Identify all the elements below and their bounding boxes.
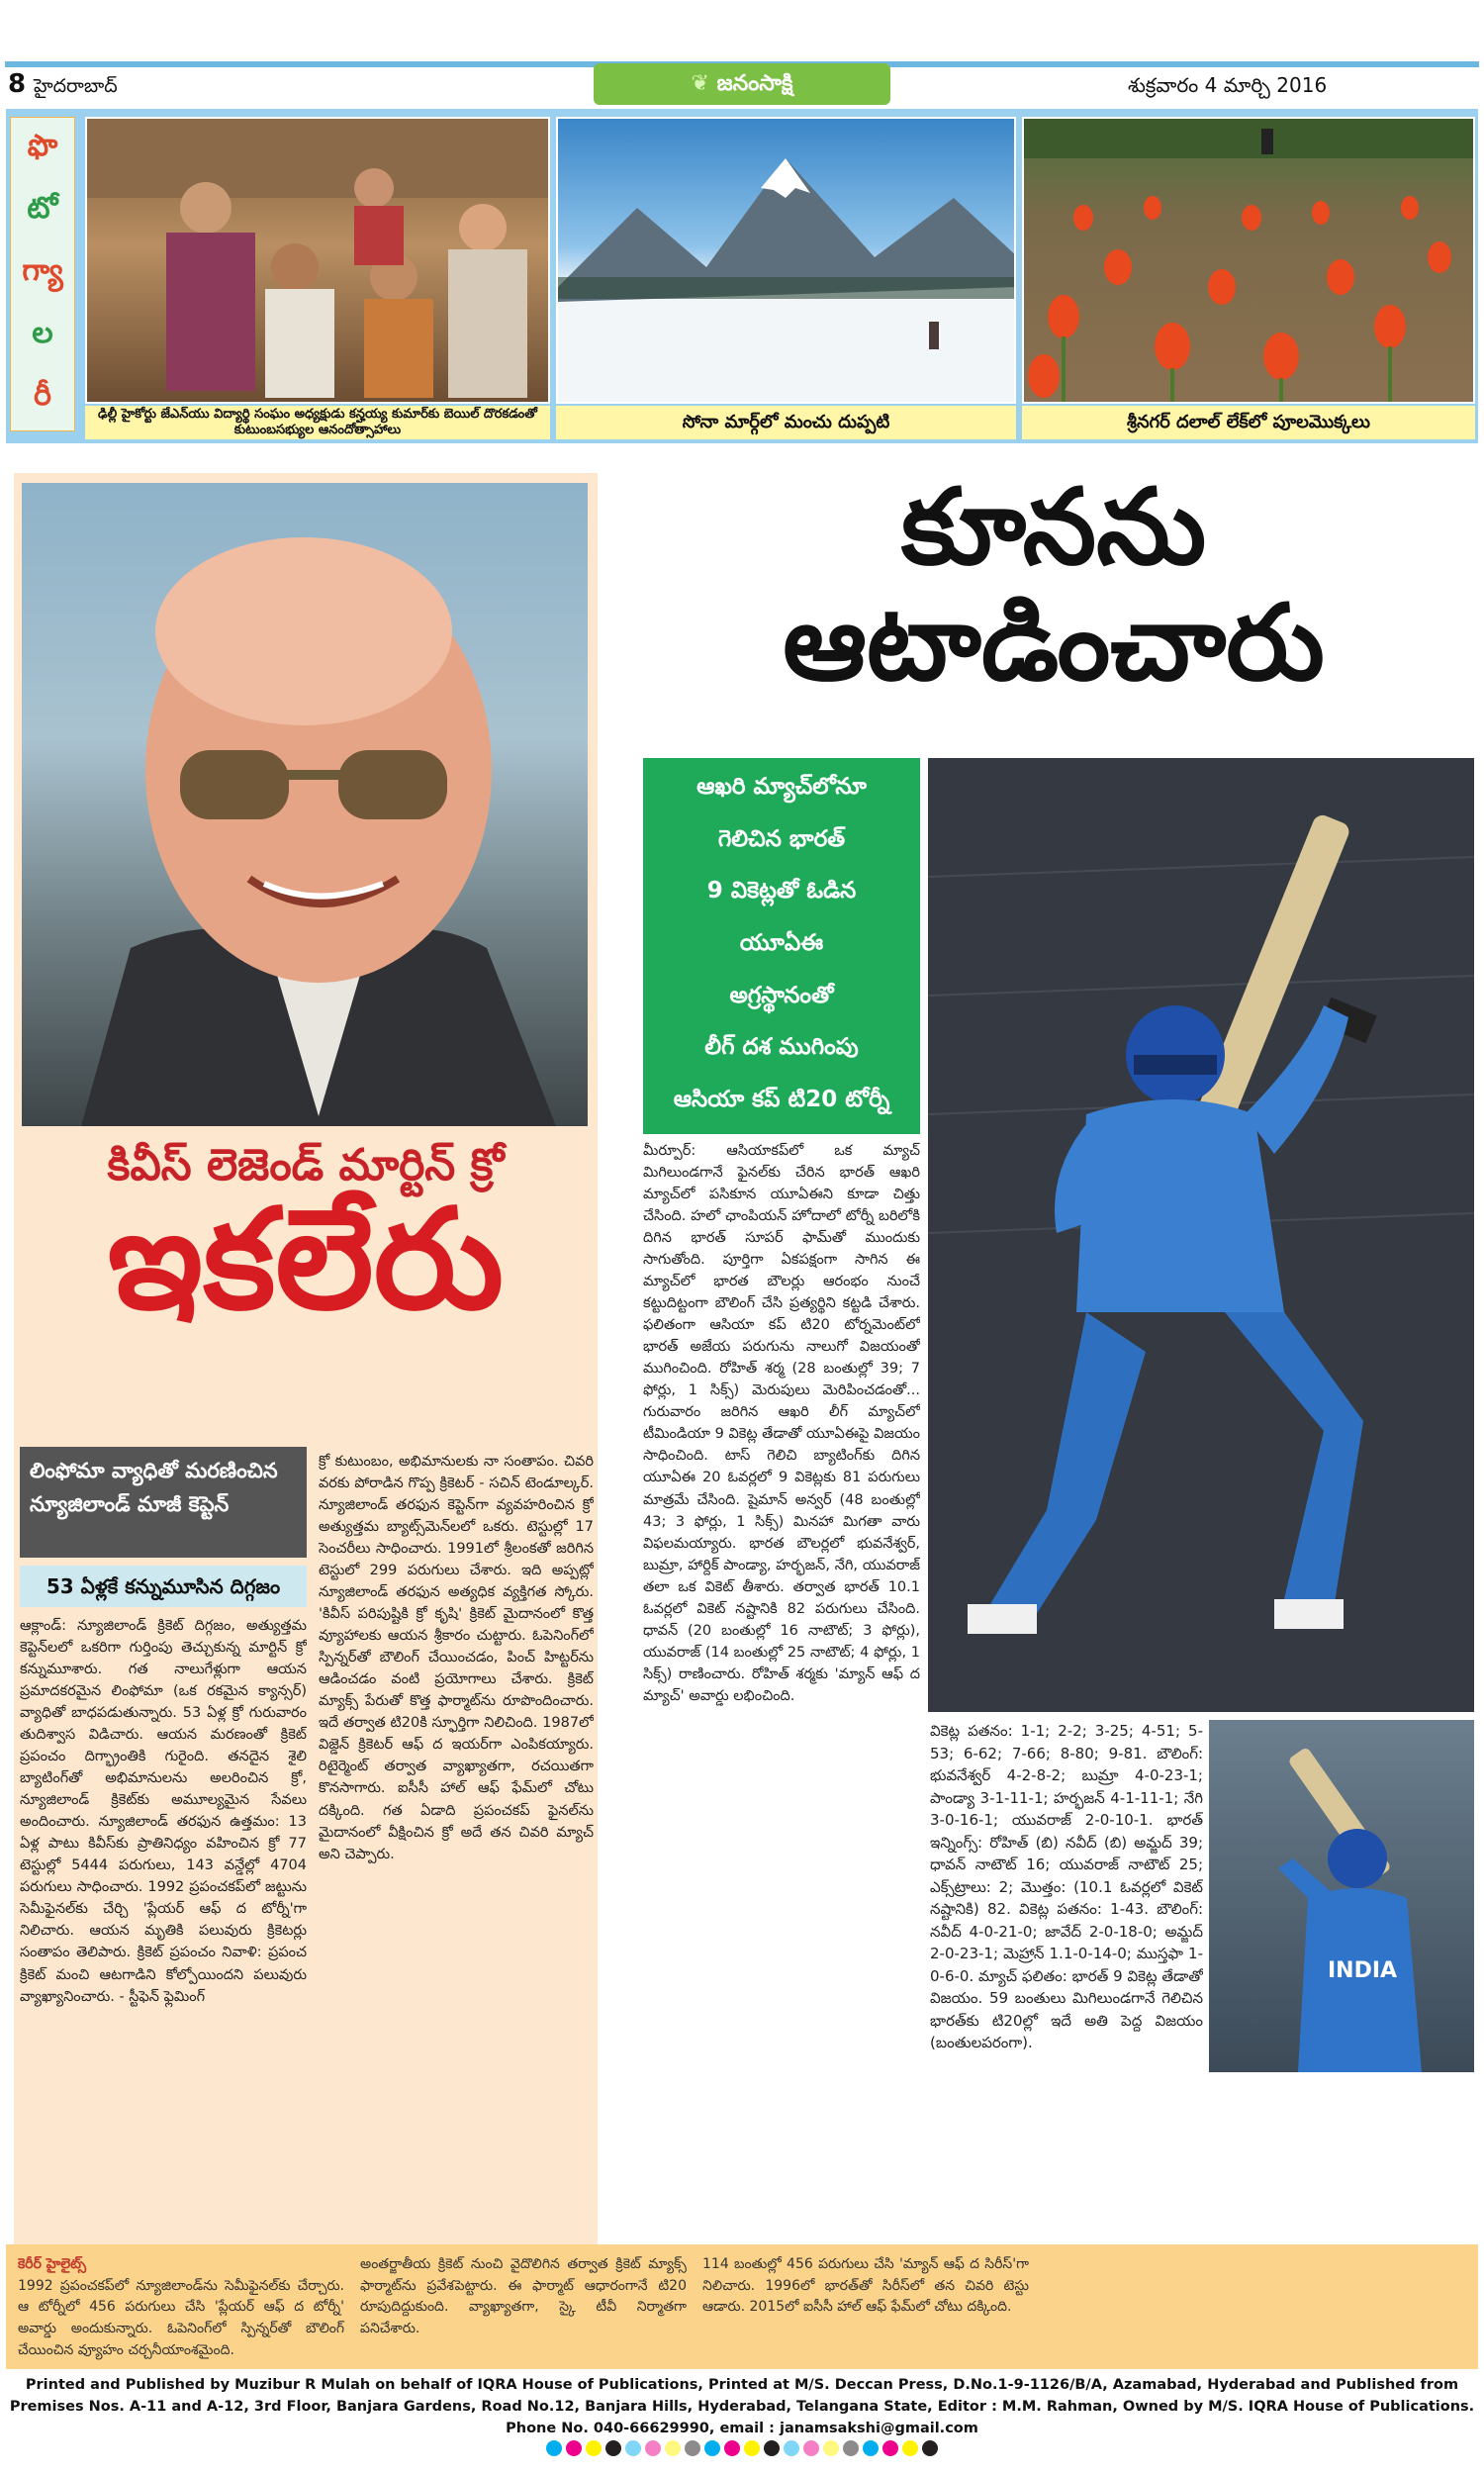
gallery-title-char: రీ — [34, 378, 51, 414]
gallery-title-char: గ్యా — [22, 252, 63, 288]
caption-snow: సోనా మార్గ్‌లో మంచు దుప్పటి — [556, 406, 1016, 439]
gallery-title — [10, 117, 75, 431]
crowe-portrait-art — [22, 483, 588, 1126]
rohit-batting-photo — [928, 758, 1474, 1712]
yuvraj-batting-photo — [1209, 1720, 1474, 2072]
page-number: 8 — [8, 69, 27, 99]
highlight-line: అగ్రస్థానంతో — [729, 982, 834, 1008]
crowe-body-col2: క్రో కుటుంబం, అభిమానులకు నా సంతాపం. చివరి వరకు పోరాడిన గొప్ప క్రికెటర్ - సచిన్ టెండూల్కర్. న్యూజిలాండ్ తరఫున కెప్టెన్‌గా వ్యవహరించిన క్రో అత్యుత్తమ బ్యాట్స్‌మెన్‌లలో ఒకరు. టెస్టుల్లో 17 సెంచరీలు సాధించారు. 1991లో శ్రీలంకతో జరిగిన టెస్టులో 299 పరుగులు చేశారు. ఇది అప్పట్లో న్యూజిలాండ్ తరఫున అత్యధిక వ్యక్తిగత స్కోరు. 'కివీస్ పరిపుష్టికి క్రో కృషి' క్రికెట్ మైదానంలో కొత్త వ్యూహాలకు ఆయన శ్రీకారం చుట్టారు. ఓపెనింగ్‌లో స్పిన్నర్‌తో బౌలింగ్ చేయించడం, పించ్ హిట్టర్‌ను ఆడించడం వంటి ప్రయోగాలు చేశారు. క్రికెట్ మ్యాక్స్ పేరుతో కొత్త ఫార్మాట్‌ను రూపొందించారు. ఇదే తర్వాత టి20కి స్ఫూర్తిగా నిలిచింది. 1987లో విజ్డెన్ క్రికెటర్ ఆఫ్ ద ఇయర్‌గా ఎంపికయ్యారు. రిటైర్మెంట్ తర్వాత వ్యాఖ్యాతగా, రచయితగా కొనసాగారు. ఐసీసీ హాల్ ఆఫ్ ఫేమ్‌లో చోటు దక్కింది. గత ఏడాది ప్రపంచకప్ ఫైనల్‌ను మైదానంలో వీక్షించిన క్రో అదే తన చివరి మ్యాచ్ అని చెప్పారు. — [319, 1454, 594, 1862]
masthead-name: జనంసాక్షి — [716, 71, 793, 96]
career-col3-text: 114 బంతుల్లో 456 పరుగులు చేసి 'మ్యాన్ ఆఫ్ ద సిరీస్'గా నిలిచారు. 1996లో భారత్‌తో సిరీస్‌లో తన చివరి టెస్టు ఆడారు. 2015లో ఐసీసీ హాల్ ఆఫ్ ఫేమ్‌లో చోటు దక్కింది. — [702, 2256, 1029, 2316]
crowe-tag-line: న్యూజిలాండ్ మాజీ కెప్టెన్ — [30, 1491, 230, 1516]
headline-line1: కూనను — [900, 466, 1207, 588]
career-title: కెరీర్ హైలైట్స్ — [18, 2256, 87, 2272]
crowe-portrait-photo — [22, 483, 588, 1126]
caption-tulips: శ్రీనగర్ దలాల్ లేక్‌లో పూలమొక్కలు — [1022, 406, 1475, 439]
family-photo-art — [87, 119, 550, 404]
leaf-icon: ❦ — [691, 71, 717, 96]
crowe-headline: ఇకలేరు — [107, 1180, 505, 1341]
publisher-imprint: Printed and Published by Muzibur R Mulah on behalf of IQRA House of Publications, Printed at M/S. Deccan Press, D.No.1-9-1126/B/A, Azamabad, Hyderabad and Published from Premises Nos. A-11 and A-12, 3rd Floor, Banjara Gardens, Road No.12, Banjara Hills, Hyderabad, Telangana State, Editor : M.M. Rahman, Owned by M/S. IQRA House of Publications. Phone No. 040-66629990, email : janamsakshi@gmail.com — [9, 2377, 1475, 2436]
masthead-logo — [594, 63, 890, 105]
career-col1-text: 1992 ప్రపంచకప్‌లో న్యూజిలాండ్‌ను సెమీఫైనల్‌కు చేర్చారు. ఆ టోర్నీలో 456 పరుగులు చేసి 'ప్లేయర్ ఆఫ్ ద టోర్నీ' అవార్డు అందుకున్నారు. ఓపెనింగ్‌లో స్పిన్నర్‌తో బౌలింగ్ చేయించిన వ్యూహం చర్చనీయాంశమైంది. — [18, 2277, 344, 2358]
gallery-title-char: టో — [27, 190, 58, 226]
career-col2-text: అంతర్జాతీయ క్రికెట్ నుంచి వైదొలిగిన తర్వాత క్రికెట్ మ్యాక్స్ ఫార్మాట్‌ను ప్రవేశపెట్టారు. ఈ ఫార్మాట్ ఆధారంగానే టి20 రూపుదిద్దుకుంది. వ్యాఖ్యాతగా, స్కై టీవీ నిర్మాతగా పనిచేశారు. — [360, 2256, 687, 2337]
career-col4 — [1045, 2254, 1440, 2359]
headline-line2: ఆటాడించారు — [783, 581, 1325, 704]
yuvraj-art — [1209, 1720, 1474, 2072]
edition-city: హైదరాబాద్ — [34, 75, 118, 97]
family-celebration-photo — [85, 117, 550, 404]
career-col1 — [18, 2254, 344, 2359]
crowe-body-col1: ఆక్లాండ్: న్యూజిలాండ్ క్రికెట్ దిగ్గజం, అత్యుత్తమ కెప్టెన్‌లలో ఒకరిగా గుర్తింపు తెచ్చుకున్న మార్టిన్ క్రో కన్నుమూశారు. గత నాలుగేళ్లుగా ఆయన ప్రమాదకరమైన లింఫోమా (ఒక రకమైన క్యాన్సర్) వ్యాధితో బాధపడుతున్నారు. 53 ఏళ్ల క్రో గురువారం తుదిశ్వాస విడిచారు. ఆయన మరణంతో క్రికెట్ ప్రపంచం దిగ్భ్రాంతికి గురైంది. తనదైన శైలి బ్యాటింగ్‌తో అభిమానులను అలరించిన క్రో, న్యూజిలాండ్ క్రికెట్‌కు అమూల్యమైన సేవలు అందించారు. న్యూజిలాండ్ తరఫున ఉత్తమం: 13 ఏళ్ల పాటు కివీస్‌కు ప్రాతినిధ్యం వహించిన క్రో 77 టెస్టుల్లో 5444 పరుగులు, 143 వన్డేల్లో 4704 పరుగులు సాధించారు. 1992 ప్రపంచకప్‌లో జట్టును సెమీఫైనల్‌కు చేర్చి 'ప్లేయర్ ఆఫ్ ద టోర్నీ'గా నిలిచారు. ఆయన మృతికి పలువురు క్రికెటర్లు సంతాపం తెలిపారు. క్రికెట్ ప్రపంచం నివాళి: ప్రపంచ క్రికెట్ మంచి ఆటగాడిని కోల్పోయిందని పలువురు వ్యాఖ్యానించారు. - స్టీఫెన్ ఫ్లెమింగ్ — [20, 1618, 307, 2005]
snow-mountain-photo — [556, 117, 1016, 404]
issue-date: శుక్రవారం 4 మార్చి 2016 — [1128, 73, 1328, 97]
caption-family: ఢిల్లీ హైకోర్టు జేఎన్‌యు విద్యార్థి సంఘం అధ్యక్షుడు కన్హయ్య కుమార్‌కు బెయిల్ దొరకడంతో కుటుంబసభ్యుల ఆనందోత్సాహాలు — [85, 406, 550, 439]
highlight-line: లీగ్ దశ ముగింపు — [704, 1034, 859, 1061]
highlights-box — [643, 758, 920, 1134]
crowe-age-tag: 53 ఏళ్లకే కన్నుమూసిన దిగ్గజం — [20, 1566, 307, 1607]
career-highlights-strip — [6, 2244, 1478, 2369]
crowe-subheadline: కివీస్ లెజెండ్ మార్టిన్ క్రో — [107, 1140, 505, 1190]
highlight-line: యూఏఈ — [739, 929, 824, 956]
batsman-art — [928, 758, 1474, 1712]
main-headline — [633, 466, 1474, 704]
color-registration-marks — [0, 2438, 1484, 2458]
scorecard-text: వికెట్ల పతనం: 1-1; 2-2; 3-25; 4-51; 5-53; 6-62; 7-66; 8-80; 9-81. బౌలింగ్: భువనేశ్వర్ 4-2-8-2; బుమ్రా 4-0-23-1; పాండ్యా 3-1-11-1; హర్భజన్ 4-1-11-1; నేగి 3-0-16-1; యువరాజ్ 2-0-10-1. భారత్ ఇన్నింగ్స్: రోహిత్ (బి) నవీద్ (బి) అమ్జద్ 39; ధావన్ నాటౌట్ 16; యువరాజ్ నాటౌట్ 25; ఎక్స్‌ట్రాలు: 2; మొత్తం: (10.1 ఓవర్లలో వికెట్ నష్టానికి) 82. వికెట్ల పతనం: 1-43. బౌలింగ్: నవీద్ 4-0-21-0; జావేద్ 2-0-18-0; అమ్జద్ 2-0-23-1; మెహ్రాన్ 1.1-0-14-0; ముస్తఫా 1-0-6-0. మ్యాచ్ ఫలితం: భారత్ 9 వికెట్ల తేడాతో విజయం. 59 బంతులు మిగిలుండగానే గెలిచిన భారత్‌కు టి20ల్లో ఇదే అతి పెద్ద విజయం (బంతులపరంగా). — [930, 1722, 1203, 2051]
svg-text:INDIA: INDIA — [1328, 1958, 1398, 1983]
highlight-line: ఆఖరి మ్యాచ్‌లోనూ — [696, 774, 867, 801]
highlight-line: ఆసియా కప్ టి20 టోర్నీ — [673, 1086, 890, 1112]
gallery-title-char: ఫొ — [27, 128, 58, 163]
tulip-garden-photo — [1022, 117, 1475, 404]
crowe-tag-line: లింఫోమా వ్యాధితో మరణించిన — [30, 1459, 278, 1482]
match-report-body: మీర్పూర్: ఆసియాకప్‌లో ఒక మ్యాచ్ మిగిలుండగానే ఫైనల్‌కు చేరిన భారత్ ఆఖరి మ్యాచ్‌లో పసికూన యూఏఈని కూడా చిత్తు చేసింది. హలో ఛాంపియన్ హోదాలో టోర్నీ బరిలోకి దిగిన భారత్ సూపర్ ఫామ్‌తో ముందుకు సాగుతోంది. పూర్తిగా ఏకపక్షంగా సాగిన ఈ మ్యాచ్‌లో భారత బౌలర్లు ఆరంభం నుంచే కట్టుదిట్టంగా బౌలింగ్ చేసి ప్రత్యర్థిని కట్టడి చేశారు. ఫలితంగా ఆసియా కప్ టి20 టోర్నమెంట్‌లో భారత్ అజేయ పరుగును నాలుగో విజయంతో ముగించింది. రోహిత్ శర్మ (28 బంతుల్లో 39; 7 ఫోర్లు, 1 సిక్స్) మెరుపులు మెరిపించడంతో... గురువారం జరిగిన ఆఖరి లీగ్ మ్యాచ్‌లో టీమిండియా 9 వికెట్ల తేడాతో యూఏఈపై విజయం సాధించింది. టాస్ గెలిచి బ్యాటింగ్‌కు దిగిన యూఏఈ 20 ఓవర్లలో 9 వికెట్లకు 81 పరుగులు మాత్రమే చేసింది. షైమాన్ అన్వర్ (48 బంతుల్లో 43; 3 ఫోర్లు, 1 సిక్స్) మినహా మిగతా వారు విఫలమయ్యారు. భారత బౌలర్లలో భువనేశ్వర్, బుమ్రా, హార్దిక్ పాండ్యా, హర్భజన్, నేగి, యువరాజ్ తలా ఒక వికెట్ తీశారు. తర్వాత భారత్ 10.1 ఓవర్లలో వికెట్ నష్టానికి 82 పరుగులు చేసింది. ధావన్ (20 బంతుల్లో 16 నాటౌట్; 3 ఫోర్లు), యువరాజ్ (14 బంతుల్లో 25 నాటౌట్; 4 ఫోర్లు, 1 సిక్స్) రాణించారు. రోహిత్ శర్మకు 'మ్యాన్ ఆఫ్ ద మ్యాచ్' అవార్డు లభించింది. — [643, 1143, 920, 1704]
snow-photo-art — [558, 119, 1016, 404]
gallery-title-char: ల — [32, 316, 53, 351]
tulip-photo-art — [1024, 119, 1475, 404]
highlight-line: 9 వికెట్లతో ఓడిన — [706, 878, 857, 904]
highlight-line: గెలిచిన భారత్ — [717, 825, 846, 852]
crowe-tag-box — [20, 1447, 307, 1558]
